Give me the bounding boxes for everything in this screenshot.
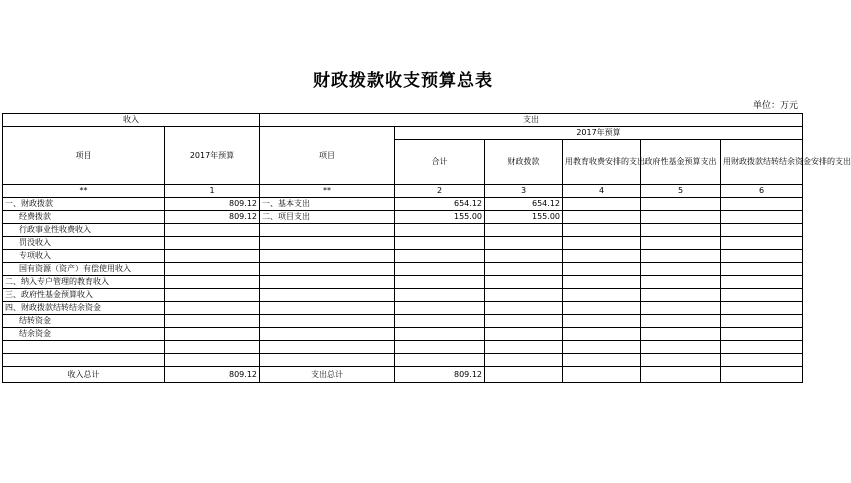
header-row-2 xyxy=(3,127,803,140)
carryover-cell xyxy=(721,211,803,224)
income-header: 收入 xyxy=(3,114,260,127)
table-row xyxy=(3,237,803,250)
total-cell: 654.12 xyxy=(395,198,485,211)
table-row xyxy=(3,198,803,211)
fiscal-header: 财政拨款 xyxy=(485,140,563,185)
code-cell: 6 xyxy=(721,185,803,198)
table-row xyxy=(3,302,803,315)
code-cell: 5 xyxy=(641,185,721,198)
edu-fee-cell xyxy=(563,211,641,224)
code-cell: ** xyxy=(260,185,395,198)
income-item-cell: 三、政府性基金预算收入 xyxy=(3,289,165,302)
expense-item-cell: 二、项目支出 xyxy=(260,211,395,224)
code-cell: 4 xyxy=(563,185,641,198)
total-header: 合计 xyxy=(395,140,485,185)
income-budget-cell: 809.12 xyxy=(165,198,260,211)
table-row xyxy=(3,263,803,276)
page-title: 财政拨款收支预算总表 xyxy=(313,71,493,91)
gov-fund-cell xyxy=(641,211,721,224)
edu-fee-header: 用教育收费安排的支出 xyxy=(563,140,641,185)
code-cell: 1 xyxy=(165,185,260,198)
total-row xyxy=(3,367,803,383)
income-budget-cell: 809.12 xyxy=(165,211,260,224)
total-cell: 155.00 xyxy=(395,211,485,224)
expense-item-header: 项目 xyxy=(260,127,395,185)
table-row xyxy=(3,276,803,289)
income-total-label: 收入总计 xyxy=(3,367,165,383)
fiscal-cell: 654.12 xyxy=(485,198,563,211)
code-cell: ** xyxy=(3,185,165,198)
expense-header: 支出 xyxy=(260,114,803,127)
table-row xyxy=(3,211,803,224)
income-item-cell: 专项收入 xyxy=(3,250,165,263)
expense-total-value: 809.12 xyxy=(395,367,485,383)
table-row xyxy=(3,341,803,354)
income-total-value: 809.12 xyxy=(165,367,260,383)
carryover-cell xyxy=(721,198,803,211)
code-cell: 3 xyxy=(485,185,563,198)
fiscal-cell: 155.00 xyxy=(485,211,563,224)
income-item-header: 项目 xyxy=(3,127,165,185)
expense-budget-header: 2017年预算 xyxy=(395,127,803,140)
income-item-cell: 二、纳入专户管理的教育收入 xyxy=(3,276,165,289)
income-item-cell: 结转资金 xyxy=(3,315,165,328)
income-item-cell: 一、财政拨款 xyxy=(3,198,165,211)
unit-label: 单位：万元 xyxy=(752,101,798,111)
edu-fee-cell xyxy=(563,198,641,211)
income-item-cell: 国有资源（资产）有偿使用收入 xyxy=(3,263,165,276)
code-row xyxy=(3,185,803,198)
income-item-cell: 罚没收入 xyxy=(3,237,165,250)
budget-table xyxy=(2,113,851,383)
gov-fund-cell xyxy=(641,198,721,211)
table-row xyxy=(3,328,803,341)
table-row xyxy=(3,289,803,302)
income-budget-header: 2017年预算 xyxy=(165,127,260,185)
table-row xyxy=(3,224,803,237)
header-row-1 xyxy=(3,114,803,127)
gov-fund-header: 政府性基金预算支出 xyxy=(641,140,721,185)
table-row xyxy=(3,315,803,328)
income-item-cell: 四、财政拨款结转结余资金 xyxy=(3,302,165,315)
income-item-cell: 行政事业性收费收入 xyxy=(3,224,165,237)
expense-total-label: 支出总计 xyxy=(260,367,395,383)
carryover-header: 用财政拨款结转结余资金安排的支出 xyxy=(721,140,803,185)
income-item-cell: 经费拨款 xyxy=(3,211,165,224)
expense-item-cell: 一、基本支出 xyxy=(260,198,395,211)
table-row xyxy=(3,250,803,263)
table-row xyxy=(3,354,803,367)
income-item-cell: 结余资金 xyxy=(3,328,165,341)
code-cell: 2 xyxy=(395,185,485,198)
